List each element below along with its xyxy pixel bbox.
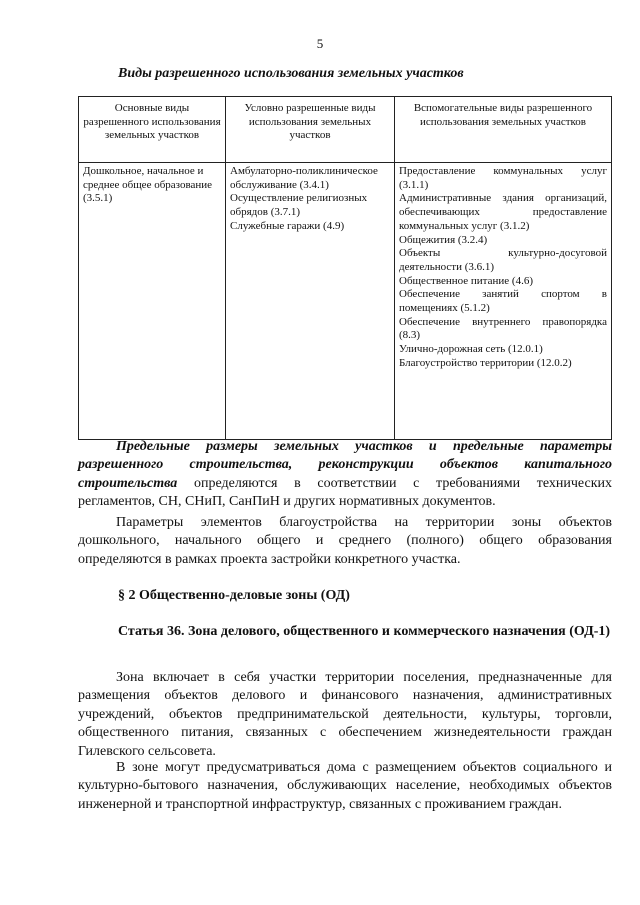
header-conditional-uses: Условно разрешенные виды использования земельных участков bbox=[226, 97, 395, 163]
list-item: Благоустройство территории (12.0.2) bbox=[399, 356, 572, 369]
parameters-text: определяются в соответствии с требованиями технических регламентов, СН, СНиП, СанПиН и других нормативных документов. bbox=[78, 475, 612, 510]
zone-description-paragraph: Зона включает в себя участки территории поселения, предназначенные для размещения объектов делового и финансового назначения, административных учреждений, объектов предпринимательской деятельности, культуры, торговли, общественного питания, связанных с обеспечением жизнедеятельности граждан Гилевского сельсовета. bbox=[78, 670, 612, 759]
auxiliary-uses-cell bbox=[395, 163, 612, 440]
article-heading: Статья 36. Зона делового, общественного и коммерческого назначения (ОД-1) bbox=[118, 624, 611, 639]
table-header-row bbox=[79, 97, 612, 163]
header-auxiliary-uses: Вспомогательные виды разрешенного использования земельных участков bbox=[395, 97, 612, 163]
list-item: Общежития (3.2.4) bbox=[399, 233, 488, 246]
page-number: 5 bbox=[316, 36, 324, 51]
list-item: Осуществление религиозных обрядов (3.7.1) bbox=[230, 192, 368, 219]
zone-allowances-paragraph: В зоне могут предусматриваться дома с размещением объектов социального и культурно-бытового назначения, обслуживающих население, необходимых объектов инженерной и транспортной инфраструктур, связанных с проживанием граждан. bbox=[78, 760, 612, 812]
list-item: Административные здания организаций, обеспечивающих предоставление коммунальных услуг (3.1.2) bbox=[399, 192, 607, 232]
list-item: Обеспечение внутреннего правопорядка (8.3) bbox=[399, 315, 607, 342]
list-item: Улично-дорожная сеть (12.0.1) bbox=[399, 343, 543, 356]
list-item: Амбулаторно-поликлиническое обслуживание (3.4.1) bbox=[230, 165, 378, 191]
table-row bbox=[79, 163, 612, 440]
list-item: Дошкольное, начальное и среднее общее образование (3.5.1) bbox=[83, 165, 213, 205]
permitted-uses-table bbox=[78, 96, 612, 440]
landscaping-paragraph: Параметры элементов благоустройства на территории зоны объектов дошкольного, начального общего и среднего (полного) общего образования определяются в рамках проекта застройки конкретного участка. bbox=[78, 515, 612, 567]
list-item: Служебные гаражи (4.9) bbox=[230, 219, 345, 232]
conditional-uses-cell bbox=[226, 163, 395, 440]
list-item: Предоставление коммунальных услуг (3.1.1) bbox=[399, 165, 607, 191]
table-title: Виды разрешенного использования земельных участков bbox=[118, 66, 464, 81]
list-item: Объекты культурно-досуговой деятельности (3.6.1) bbox=[399, 247, 607, 273]
header-main-uses: Основные виды разрешенного использования земельных участков bbox=[79, 97, 226, 163]
parameters-paragraph bbox=[78, 438, 612, 512]
list-item: Обеспечение занятий спортом в помещениях (5.1.2) bbox=[399, 288, 607, 315]
parameters-emphasis: Предельные размеры земельных участков и предельные параметры разрешенного строительства, реконструкции объектов капитального строительства bbox=[78, 439, 612, 491]
main-uses-cell bbox=[79, 163, 226, 440]
list-item: Общественное питание (4.6) bbox=[399, 274, 533, 287]
section-heading: § 2 Общественно-деловые зоны (ОД) bbox=[118, 588, 350, 603]
